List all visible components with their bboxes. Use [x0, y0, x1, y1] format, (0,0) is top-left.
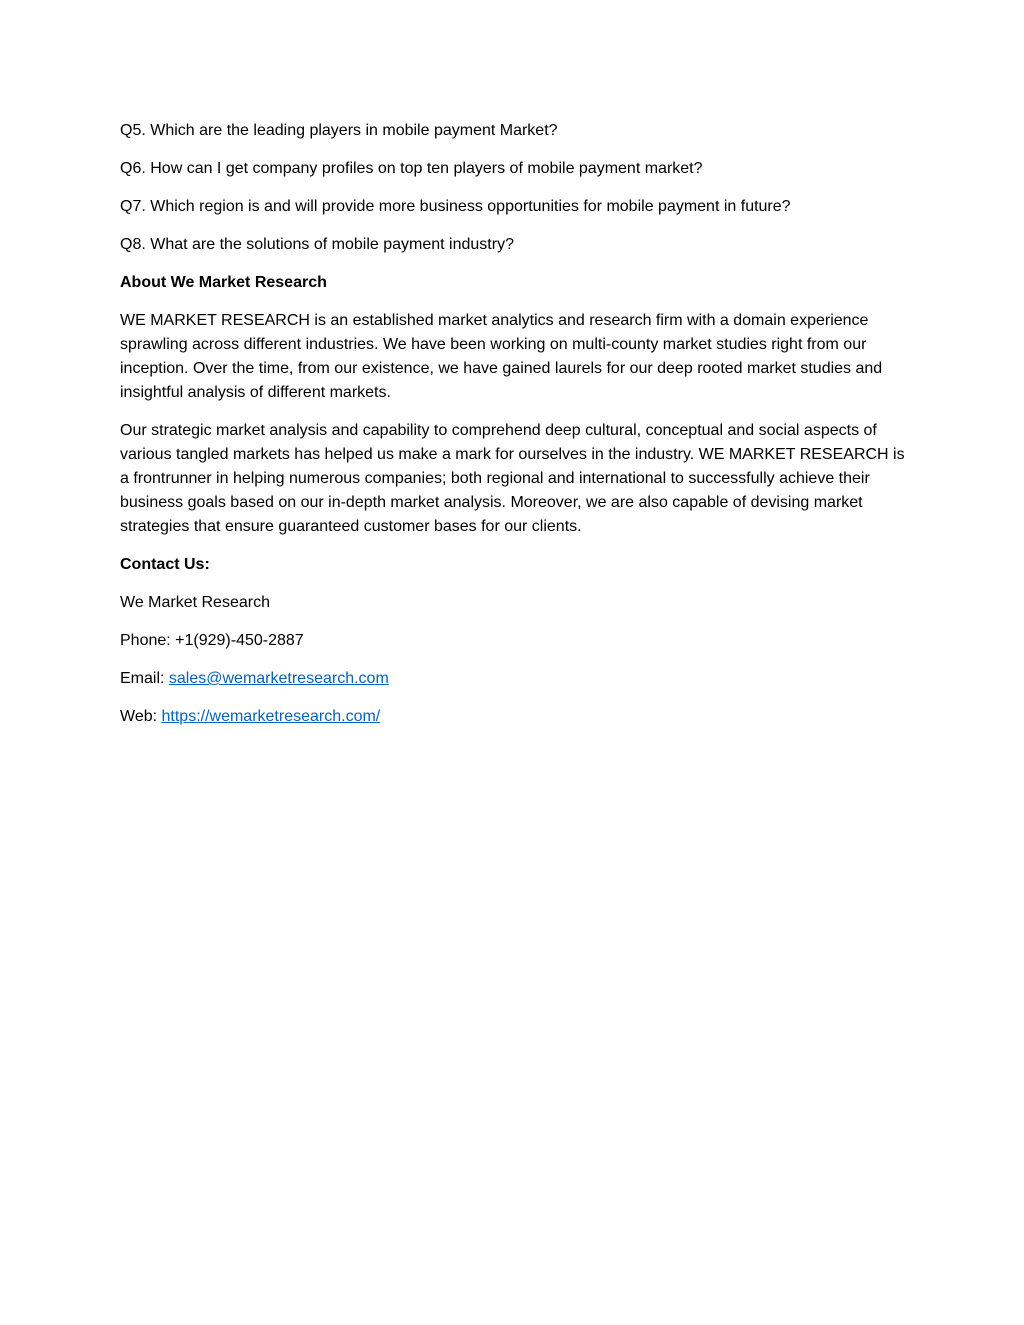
about-paragraph-2: Our strategic market analysis and capability to comprehend deep cultural, conceptual and social aspects of various tangled markets has helped us make a mark for ourselves in the industry. WE MARKET RESEARCH is a frontrunner in helping numerous companies; both regional and international to successfully achieve their business goals based on our in-depth market analysis. Moreover, we are also capable of devising market strategies that ensure guaranteed customer bases for our clients. [120, 422, 905, 535]
web-label: Web: [120, 708, 162, 725]
question-q6: Q6. How can I get company profiles on top ten players of mobile payment market? [120, 160, 703, 177]
about-heading: About We Market Research [120, 274, 327, 291]
contact-company: We Market Research [120, 594, 270, 611]
about-paragraph-1: WE MARKET RESEARCH is an established market analytics and research firm with a domain experience sprawling across different industries. We have been working on multi-county market studies right from our inception. Over the time, from our existence, we have gained laurels for our deep rooted market studies and insightful analysis of different markets. [120, 312, 883, 401]
contact-email-line [120, 667, 910, 691]
contact-web-line [120, 705, 910, 729]
email-label: Email: [120, 670, 169, 687]
email-link[interactable]: sales@wemarketresearch.com [168, 670, 389, 687]
question-q8: Q8. What are the solutions of mobile payment industry? [120, 236, 514, 253]
contact-phone: Phone: +1(929)-450-2887 [120, 632, 304, 649]
question-q5: Q5. Which are the leading players in mobile payment Market? [120, 122, 558, 139]
document-page [120, 119, 910, 743]
web-link[interactable]: https://wemarketresearch.com/ [161, 708, 381, 725]
contact-heading: Contact Us: [120, 556, 210, 573]
question-q7: Q7. Which region is and will provide more business opportunities for mobile payment in future? [120, 198, 791, 215]
